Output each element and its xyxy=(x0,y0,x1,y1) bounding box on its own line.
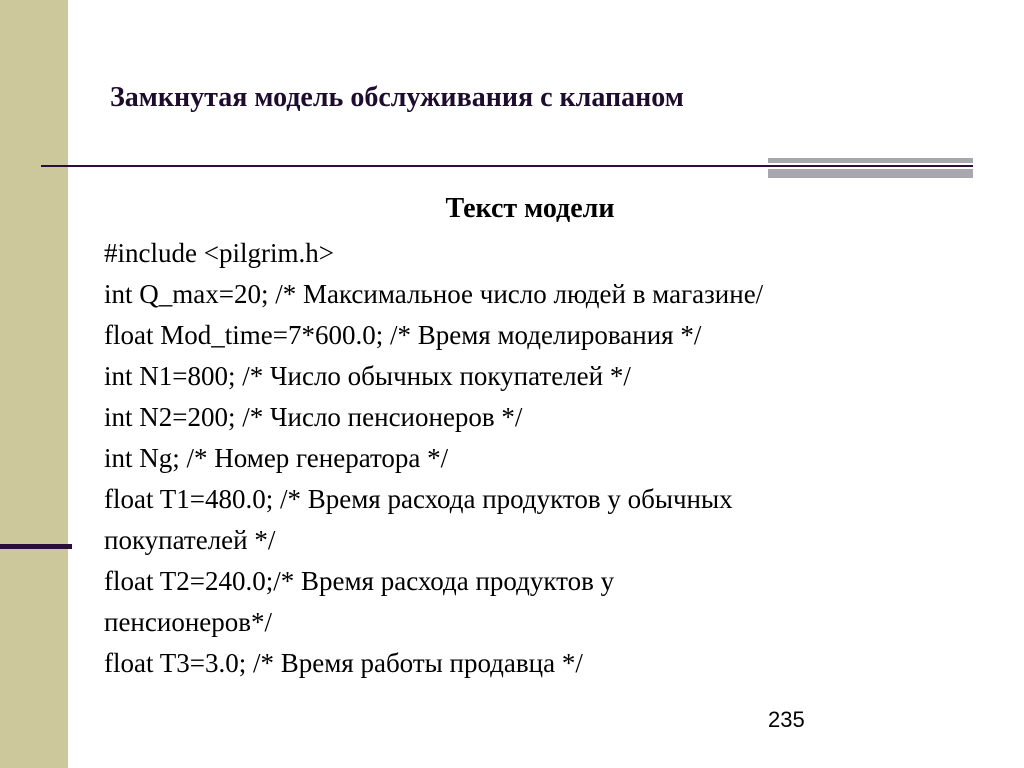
title-divider xyxy=(41,165,973,167)
slide-title: Замкнутая модель обслуживания с клапаном xyxy=(110,82,684,113)
model-code-block xyxy=(104,233,964,684)
code-line: пенсионеров*/ xyxy=(104,607,272,637)
left-band-divider xyxy=(0,544,72,549)
page-number: 235 xyxy=(768,707,805,732)
code-line: int Q_max=20; /* Максимальное число людей в магазине/ xyxy=(104,279,764,309)
left-decorative-band xyxy=(0,0,68,768)
code-line: int Ng; /* Номер генератора */ xyxy=(104,443,449,473)
title-divider-accent-top xyxy=(768,158,973,163)
code-line: #include <pilgrim.h> xyxy=(104,238,334,268)
code-line: int N2=200; /* Число пенсионеров */ xyxy=(104,402,523,432)
code-line: float T1=480.0; /* Время расхода продуктов у обычных xyxy=(104,484,733,514)
code-line: int N1=800; /* Число обычных покупателей */ xyxy=(104,361,631,391)
slide-subtitle: Текст модели xyxy=(445,193,615,224)
code-line: float T2=240.0;/* Время расхода продуктов у xyxy=(104,566,615,596)
code-line: покупателей */ xyxy=(104,525,276,555)
code-line: float Mod_time=7*600.0; /* Время моделирования */ xyxy=(104,320,702,350)
code-line: float T3=3.0; /* Время работы продавца */ xyxy=(104,648,583,678)
title-divider-accent-bottom xyxy=(768,169,973,178)
